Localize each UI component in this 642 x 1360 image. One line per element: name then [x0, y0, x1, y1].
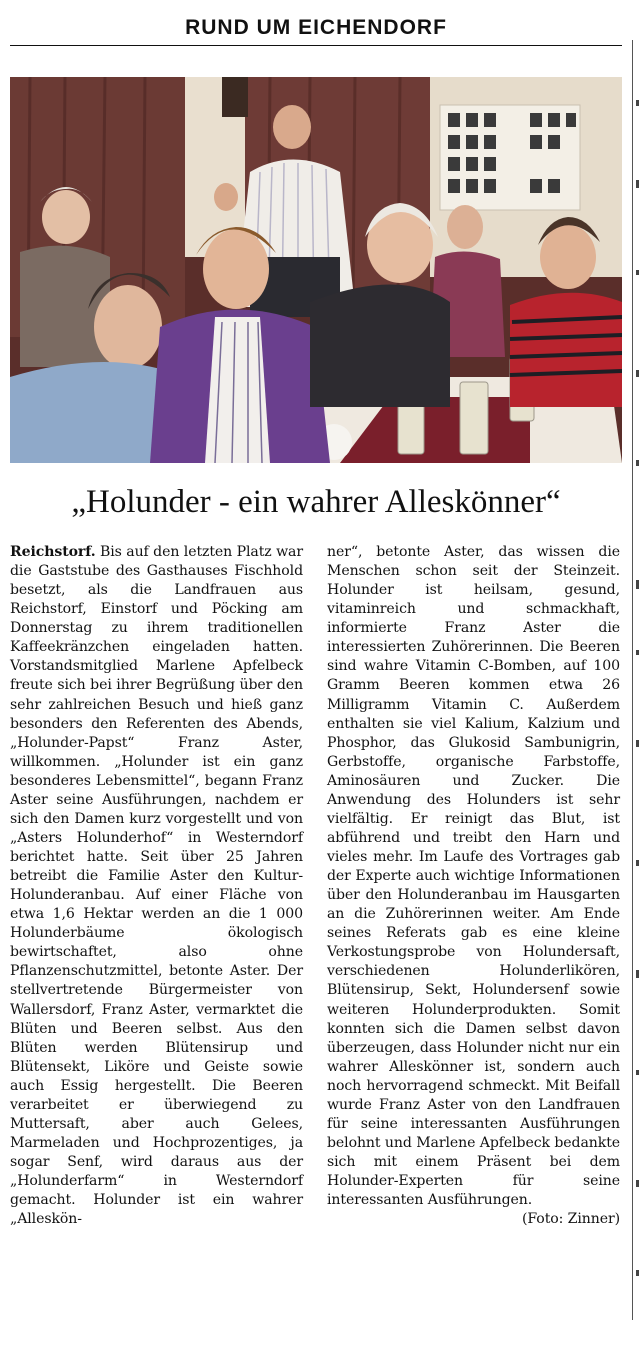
article-headline: „Holunder - ein wahrer Alleskönner“ — [71, 484, 561, 520]
photo-landfrauen-gathering — [10, 77, 622, 463]
article-text-column-2: ner“, betonte Aster, das wissen die Menschen schon seit der Steinzeit. Holunder ist heilsam, gesund, vitaminreich und schmackhaft, informierte Franz Aster die interessierten Zuhörerinnen. Die Beeren sind wahre Vitamin C-Bomben, auf 100 Gramm Beeren kommen etwa 26 Milligramm Vitamin C. Außerdem enthalten sie viel Kalium, Kalzium und Phosphor, das Glukosid Sambunigrin, Gerbstoffe, organische Farbstoffe, Aminosäuren und Zucker. Die Anwendung des Holunders ist sehr vielfältig. Er reinigt das Blut, ist abführend und treibt den Harn und vieles mehr. Im Laufe des Vortrages gab der Experte auch wichtige Informationen über den Holunderanbau im Hausgarten an die Zuhörerinnen weiter. Am Ende seines Referats gab es eine kleine Verkostungsprobe von Holundersaft, verschiedenen Holunderlikören, Blütensirup, Sekt, Holundersenf sowie weiteren Holunderprodukten. Somit konnten sich die Damen selbst davon überzeugen, dass Holunder nicht nur ein wahrer Alleskönner ist, sondern auch noch hervorragend schmeckt. Mit Beifall wurde Franz Aster von den Landfrauen für seine interessanten Ausführungen belohnt und Marlene Apfelbeck bedankte sich mit einem Präsent bei dem Holunder-Experten für seine interessanten Ausführungen. — [327, 544, 620, 1209]
article-dateline: Reichstorf. — [10, 544, 96, 560]
page-edge-rule — [632, 40, 633, 1320]
article-photo — [10, 77, 622, 463]
section-rule — [10, 45, 622, 46]
article-column-1 — [10, 543, 303, 1229]
neighbour-column-edge — [634, 40, 642, 1320]
article-column-2 — [327, 543, 620, 1229]
section-title: RUND UM EICHENDORF — [185, 16, 447, 39]
photo-credit: (Foto: Zinner) — [522, 1211, 620, 1228]
article-text-column-1: Bis auf den letzten Platz war die Gaststube des Gasthauses Fischhold besetzt, als die Landfrauen aus Reichstorf, Einstorf und Pöcking am Donnerstag zu ihrem traditionellen Kaffeekränzchen eingeladen hatten. Vorstandsmitglied Marlene Apfelbeck freute sich bei ihrer Begrüßung über den sehr zahlreichen Besuch und hieß ganz besonders den Referenten des Abends, „Holunder-Papst“ Franz Aster, willkommen. „Holunder ist ein ganz besonderes Lebensmittel“, begann Franz Aster seine Ausführungen, nachdem er sich den Damen kurz vorgestellt und von „Asters Holunderhof“ in Westerndorf berichtet hatte. Seit über 25 Jahren betreibt die Familie Aster den Kultur-Holunderanbau. Auf einer Fläche von etwa 1,6 Hektar werden an die 1 000 Holunderbäume ökologisch bewirtschaftet, also ohne Pflanzenschutzmittel, betonte Aster. Der stellvertretende Bürgermeister von Wallersdorf, Franz Aster, vermarktet die Blüten und Beeren selbst. Aus den Blüten werden Blütensirup und Blütensekt, Liköre und Geiste sowie auch Essig hergestellt. Die Beeren verarbeitet er überwiegend zu Muttersaft, aber auch Gelees, Marmeladen und Hochprozentiges, ja sogar Senf, wird daraus aus der „Holunderfarm“ in Westerndorf gemacht. Holunder ist ein wahrer „Alleskön- — [10, 544, 303, 1228]
